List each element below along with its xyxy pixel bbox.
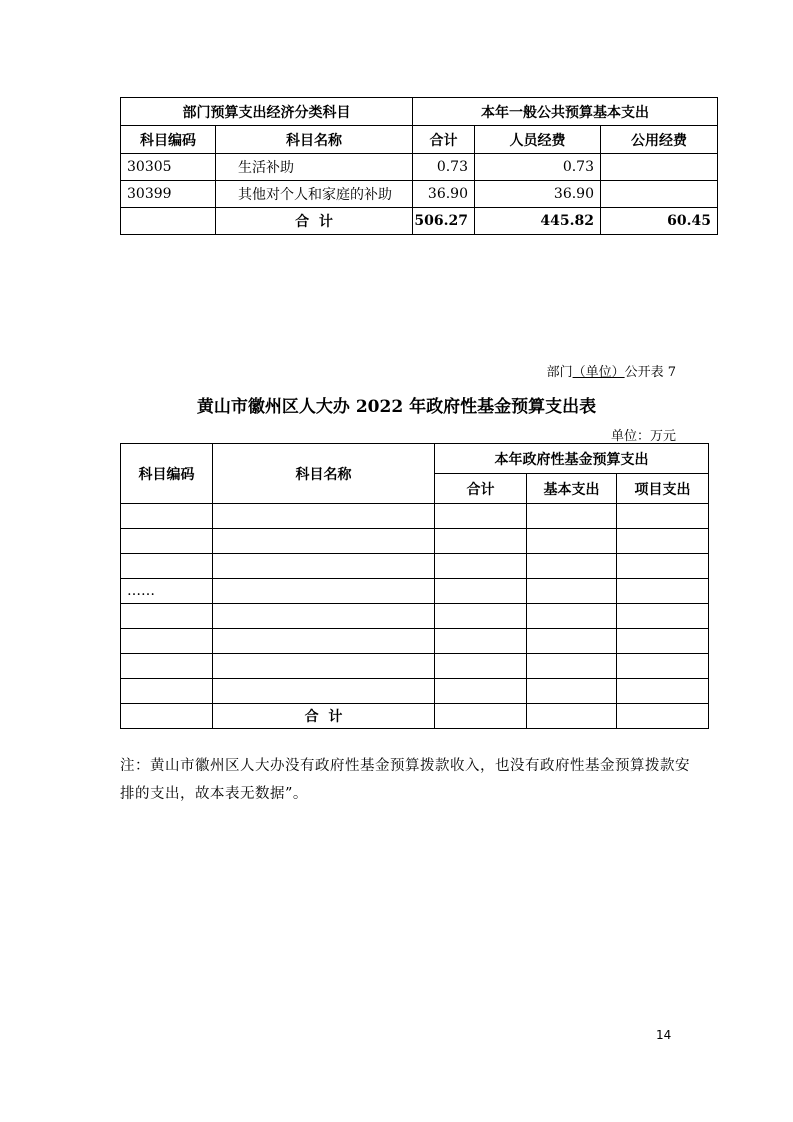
- table-row: [121, 154, 718, 181]
- unit-label: 单位：万元: [610, 429, 676, 444]
- row-personnel: 0.73: [475, 154, 601, 181]
- col-total: 合计: [435, 474, 527, 504]
- header-basic-expenditure: 本年一般公共预算基本支出: [413, 98, 718, 126]
- col-total: 合计: [413, 126, 475, 154]
- sum-public: 60.45: [601, 208, 718, 235]
- sum-row: [121, 208, 718, 235]
- sum-personnel: 445.82: [475, 208, 601, 235]
- table-row: [121, 679, 709, 704]
- row-total: 0.73: [413, 154, 475, 181]
- ellipsis: ……: [121, 579, 213, 604]
- table-row: [121, 504, 709, 529]
- row-code: 30399: [121, 181, 216, 208]
- table-label: [440, 361, 676, 380]
- table-row: [121, 604, 709, 629]
- col-subject-code: 科目编码: [121, 126, 216, 154]
- col-project: 项目支出: [617, 474, 709, 504]
- col-subject-name: 科目名称: [213, 444, 435, 504]
- table-row: [121, 181, 718, 208]
- sum-total: 506.27: [413, 208, 475, 235]
- row-code: 30305: [121, 154, 216, 181]
- government-fund-table: [120, 443, 709, 729]
- table-row: [121, 654, 709, 679]
- col-public: 公用经费: [601, 126, 718, 154]
- header-fund-expenditure: 本年政府性基金预算支出: [435, 444, 709, 474]
- col-subject-code: 科目编码: [121, 444, 213, 504]
- table-row: [121, 529, 709, 554]
- page-title: 黄山市徽州区人大办 2022 年政府性基金预算支出表: [196, 397, 597, 417]
- sum-label: 合 计: [216, 208, 413, 235]
- row-public: [601, 181, 718, 208]
- page-number: 14: [656, 1028, 672, 1042]
- header-economic-category: 部门预算支出经济分类科目: [121, 98, 413, 126]
- sum-label: 合 计: [213, 704, 435, 729]
- table-label-prefix: 部门: [546, 365, 573, 380]
- sum-row: [121, 704, 709, 729]
- col-basic: 基本支出: [527, 474, 617, 504]
- col-subject-name: 科目名称: [216, 126, 413, 154]
- footnote: 注：黄山市徽州区人大办没有政府性基金预算拨款收入，也没有政府性基金预算拨款安排的支出，故本表无数据”。: [120, 758, 690, 802]
- row-name: 生活补助: [216, 154, 413, 181]
- table-row: [121, 629, 709, 654]
- table-label-unit: （单位）: [572, 365, 625, 380]
- table-row: [121, 554, 709, 579]
- row-public: [601, 154, 718, 181]
- basic-expenditure-table: [120, 97, 718, 235]
- row-name: 其他对个人和家庭的补助: [216, 181, 413, 208]
- table-label-suffix: 公开表 7: [624, 365, 676, 380]
- table-row: [121, 579, 709, 604]
- sum-code-empty: [121, 208, 216, 235]
- row-total: 36.90: [413, 181, 475, 208]
- col-personnel: 人员经费: [475, 126, 601, 154]
- row-personnel: 36.90: [475, 181, 601, 208]
